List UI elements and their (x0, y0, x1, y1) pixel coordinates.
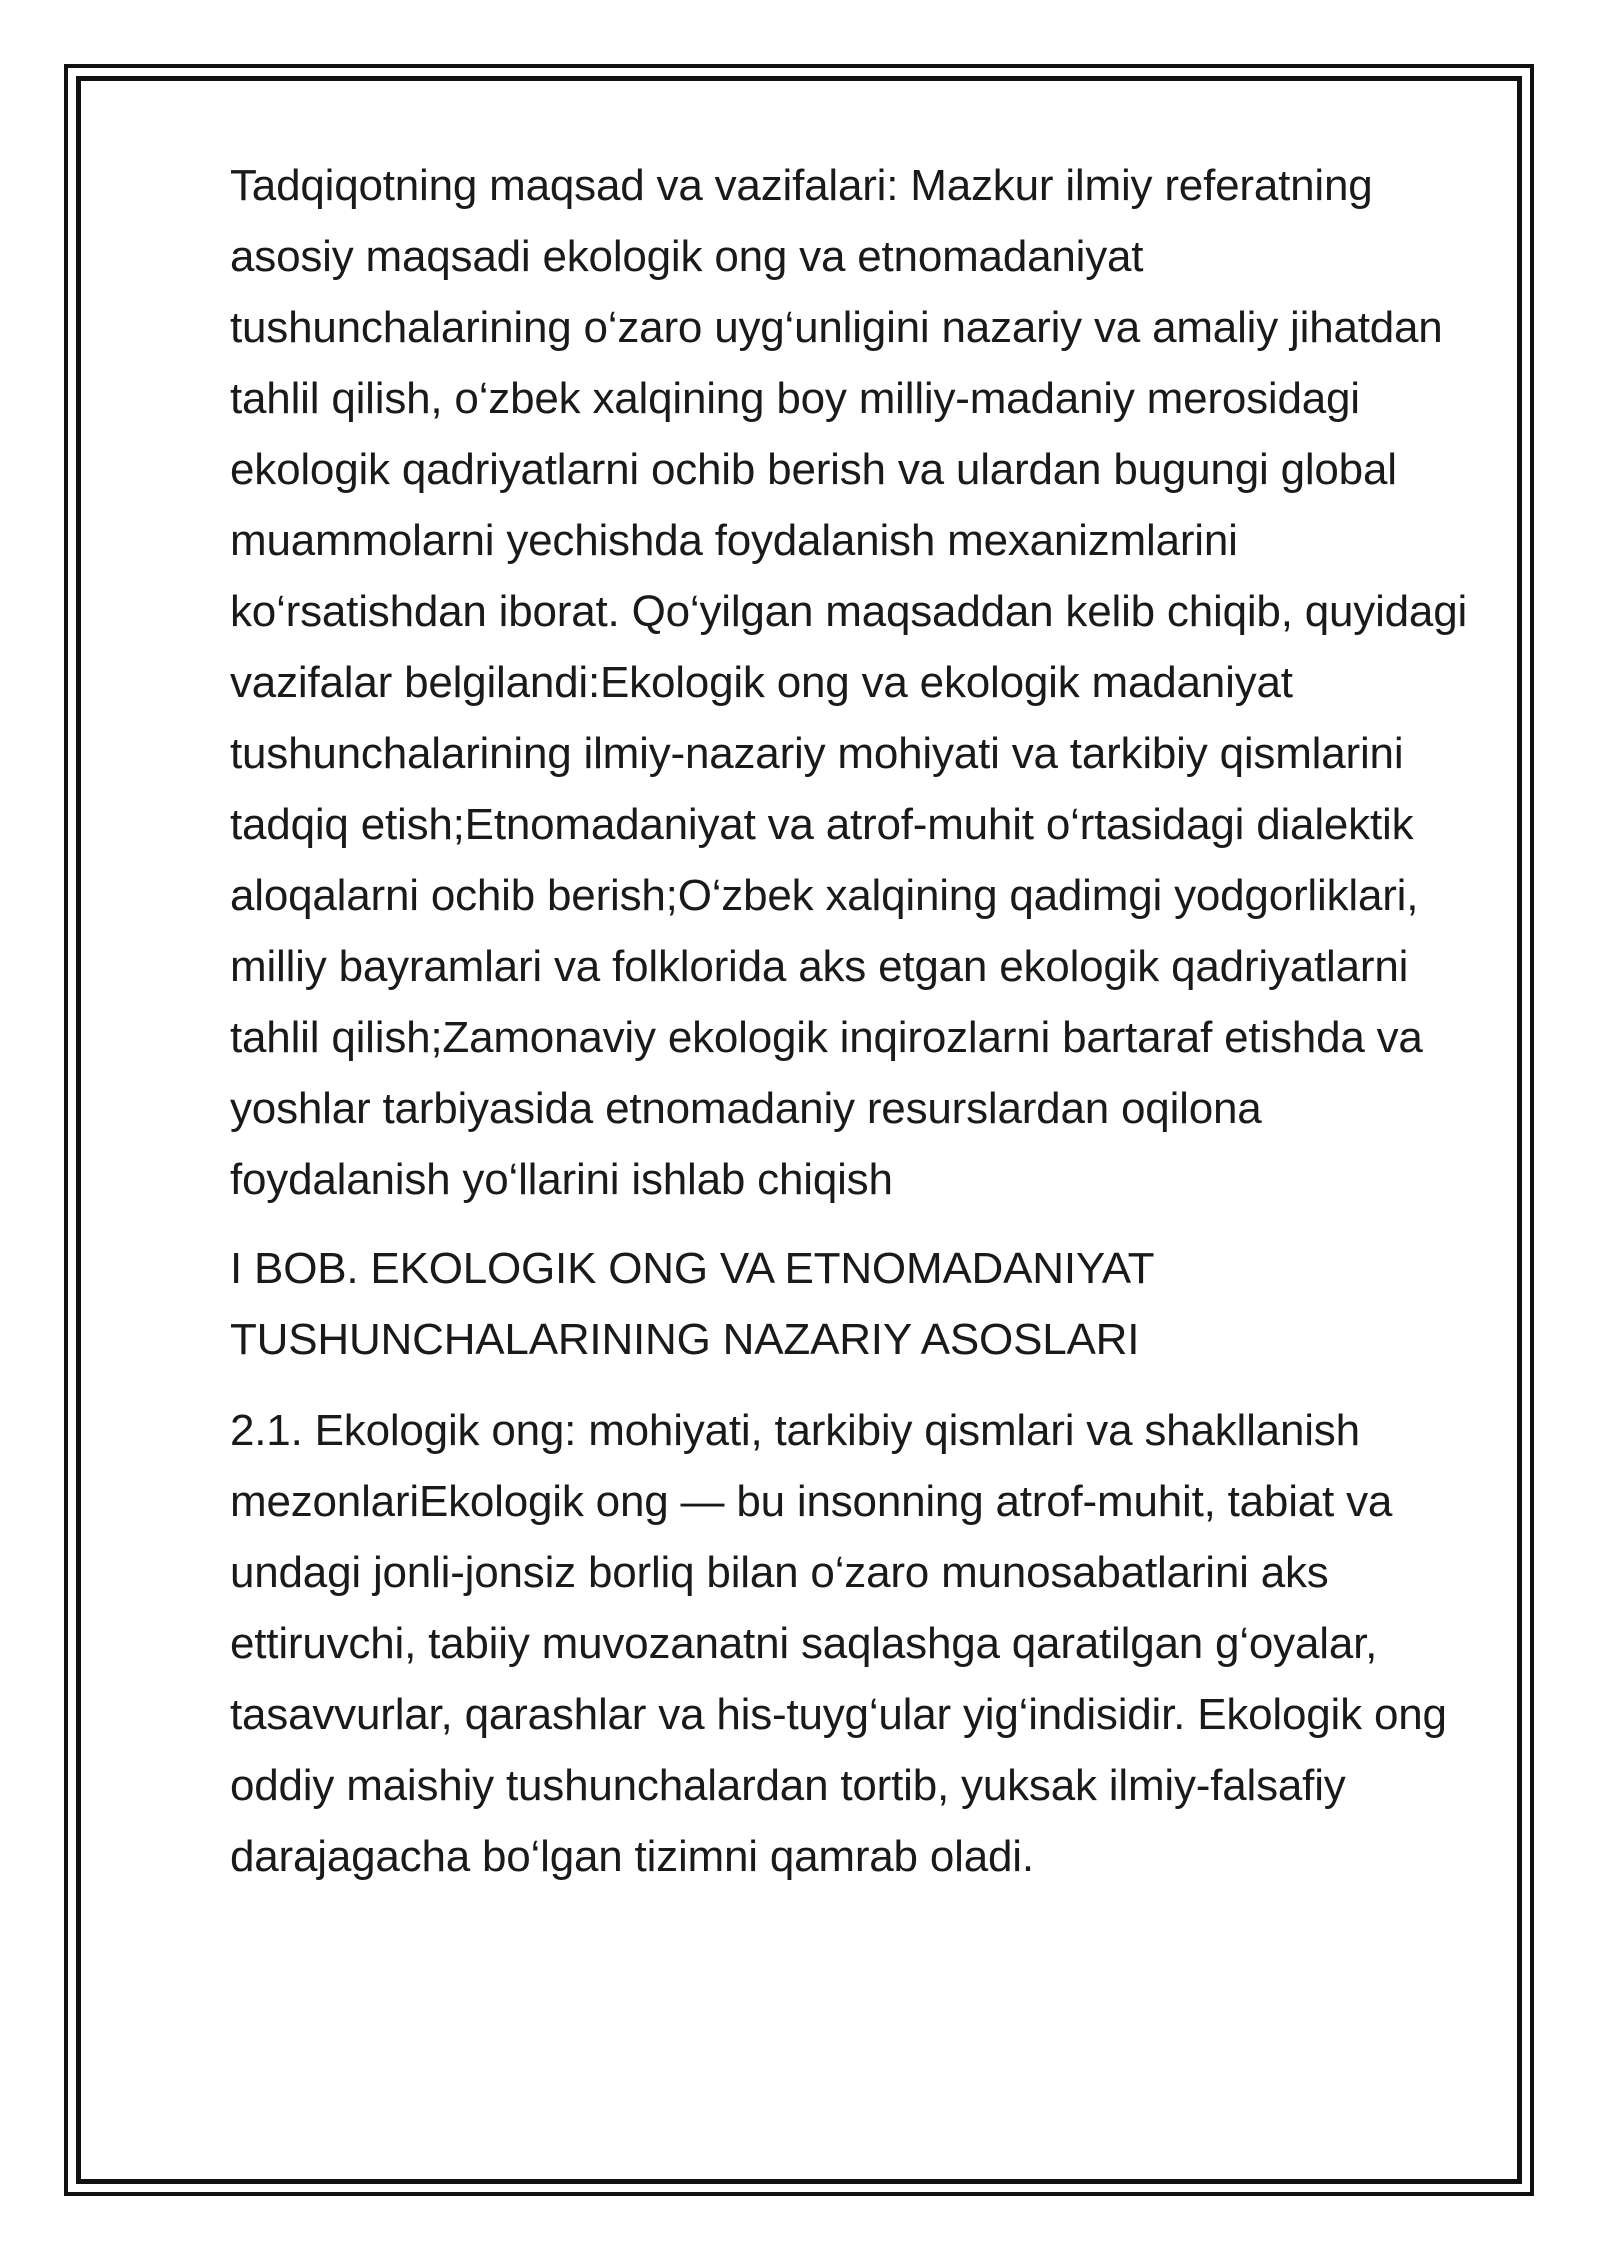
document-body (230, 150, 1480, 1910)
chapter-heading: I BOB. EKOLOGIK ONG VA ETNOMADANIYAT TUSHUNCHALARINING NAZARIY ASOSLARI (230, 1244, 1154, 1364)
paragraph-goals: Tadqiqotning maqsad va vazifalari: Mazkur ilmiy referatning asosiy maqsadi ekologik ong va etnomadaniyat tushunchalarining o‘zaro uyg‘unligini nazariy va amaliy jihatdan tahlil qilish, o‘zbek xalqining boy milliy-madaniy merosidagi ekologik qadriyatlarni ochib berish va ulardan bugungi global muammolarni yechishda foydalanish mexanizmlarini ko‘rsatishdan iborat. Qo‘yilgan maqsaddan kelib chiqib, quyidagi vazifalar belgilandi:Ekologik ong va ekologik madaniyat tushunchalarining ilmiy-nazariy mohiyati va tarkibiy qismlarini tadqiq etish;Etnomadaniyat va atrof-muhit o‘rtasidagi dialektik aloqalarni ochib berish;O‘zbek xalqining qadimgi yodgorliklari, milliy bayramlari va folklorida aks etgan ekologik qadriyatlarni tahlil qilish;Zamonaviy ekologik inqirozlarni bartaraf etishda va yoshlar tarbiyasida etnomadaniy resurslardan oqilona foydalanish yo‘llarini ishlab chiqish (230, 161, 1468, 1204)
paragraph-ecological-consciousness: 2.1. Ekologik ong: mohiyati, tarkibiy qismlari va shakllanish mezonlariEkologik ong — bu insonning atrof-muhit, tabiat va undagi jonli-jonsiz borliq bilan o‘zaro munosabatlarini aks ettiruvchi, tabiiy muvozanatni saqlashga qaratilgan g‘oyalar, tasavvurlar, qarashlar va his-tuyg‘ular yig‘indisidir. Ekologik ong oddiy maishiy tushunchalardan tortib, yuksak ilmiy-falsafiy darajagacha bo‘lgan tizimni qamrab oladi. (230, 1406, 1447, 1881)
